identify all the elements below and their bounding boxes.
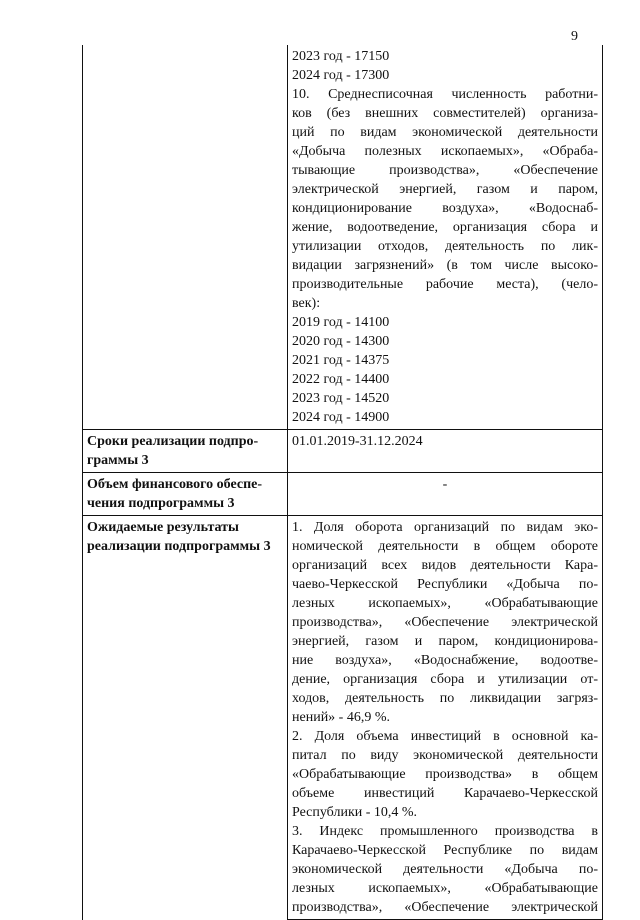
results-label: реализации подпрограммы 3 bbox=[87, 539, 271, 554]
result-line: номической деятельности в общем обороте bbox=[292, 539, 598, 554]
indicator-line: 2020 год - 14300 bbox=[292, 334, 390, 349]
terms-value: 01.01.2019-31.12.2024 bbox=[292, 434, 423, 449]
page-number: 9 bbox=[571, 29, 578, 44]
result-line: нений» - 46,9 %. bbox=[292, 710, 391, 725]
result-line: энергией, газом и паром, кондиционирова- bbox=[292, 634, 598, 649]
indicator-line: 2019 год - 14100 bbox=[292, 315, 390, 330]
result-line: 3. Индекс промышленного производства в bbox=[292, 824, 598, 839]
result-line: чаево-Черкесской Республики «Добыча по- bbox=[292, 577, 598, 592]
indicator-line: 2024 год - 14900 bbox=[292, 410, 390, 425]
results-value-cell bbox=[288, 516, 603, 920]
funding-label: Объем финансового обеспе- bbox=[87, 477, 263, 492]
terms-label: граммы 3 bbox=[87, 453, 149, 468]
indicator-line: «Добыча полезных ископаемых», «Обраба- bbox=[292, 144, 598, 159]
indicator-line: утилизации отходов, деятельность по лик- bbox=[292, 239, 598, 254]
indicator-line: производительные рабочие места), (чело- bbox=[292, 277, 598, 292]
result-line: экономической деятельности «Добыча по- bbox=[292, 862, 598, 877]
indicator-line: жение, водоотведение, организация сбора и bbox=[292, 220, 598, 235]
indicator-line: ков (без внешних совместителей) организа- bbox=[292, 106, 598, 121]
indicator-line: 2023 год - 17150 bbox=[292, 49, 390, 64]
funding-value-cell bbox=[288, 473, 603, 516]
funding-value: - bbox=[442, 477, 448, 492]
result-line: организаций всех видов деятельности Кара- bbox=[292, 558, 598, 573]
result-line: «Обрабатывающие производства» в общем bbox=[292, 767, 598, 782]
table-row-terms bbox=[83, 430, 603, 473]
result-line: производства», «Обеспечение электрической bbox=[292, 615, 598, 630]
indicator-line: 10. Среднесписочная численность работни- bbox=[292, 87, 598, 102]
result-line: объеме инвестиций Карачаево-Черкесской bbox=[292, 786, 598, 801]
indicator-line: 2024 год - 17300 bbox=[292, 68, 390, 83]
results-label-cell bbox=[83, 516, 288, 920]
terms-label: Сроки реализации подпро- bbox=[87, 434, 259, 449]
subprogram-passport-table bbox=[82, 45, 603, 920]
terms-value-cell bbox=[288, 430, 603, 473]
indicator-line: кондиционирование воздуха», «Водоснаб- bbox=[292, 201, 598, 216]
result-line: Республики - 10,4 %. bbox=[292, 805, 418, 820]
result-line: питал по виду экономической деятельности bbox=[292, 748, 598, 763]
result-line: ние воздуха», «Водоснабжение, водоотве- bbox=[292, 653, 598, 668]
indicator-line: электрической энергией, газом и паром, bbox=[292, 182, 598, 197]
indicator-line: 2023 год - 14520 bbox=[292, 391, 390, 406]
indicator-line: 2022 год - 14400 bbox=[292, 372, 390, 387]
table-row-results bbox=[83, 516, 603, 920]
terms-label-cell bbox=[83, 430, 288, 473]
table-row-funding bbox=[83, 473, 603, 516]
result-line: лезных ископаемых», «Обрабатывающие bbox=[292, 596, 598, 611]
funding-label: чения подпрограммы 3 bbox=[87, 496, 235, 511]
indicators-label-cell bbox=[83, 45, 288, 430]
funding-label-cell bbox=[83, 473, 288, 516]
indicator-line: ций по видам экономической деятельности bbox=[292, 125, 598, 140]
indicator-line: 2021 год - 14375 bbox=[292, 353, 390, 368]
result-line: 1. Доля оборота организаций по видам эко- bbox=[292, 520, 598, 535]
result-line: производства», «Обеспечение электрической bbox=[292, 900, 598, 915]
results-label: Ожидаемые результаты bbox=[87, 520, 239, 535]
result-line: ходов, деятельность по ликвидации загряз- bbox=[292, 691, 598, 706]
result-line: Карачаево-Черкесской Республике по видам bbox=[292, 843, 598, 858]
result-line: лезных ископаемых», «Обрабатывающие bbox=[292, 881, 598, 896]
result-line: дение, организация сбора и утилизации от- bbox=[292, 672, 598, 687]
result-line: 2. Доля объема инвестиций в основной ка- bbox=[292, 729, 598, 744]
indicator-line: видации загрязнений» (в том числе высоко- bbox=[292, 258, 598, 273]
table-row-indicators bbox=[83, 45, 603, 430]
indicators-value-cell bbox=[288, 45, 603, 430]
indicator-line: век): bbox=[292, 296, 321, 311]
indicator-line: тывающие производства», «Обеспечение bbox=[292, 163, 598, 178]
